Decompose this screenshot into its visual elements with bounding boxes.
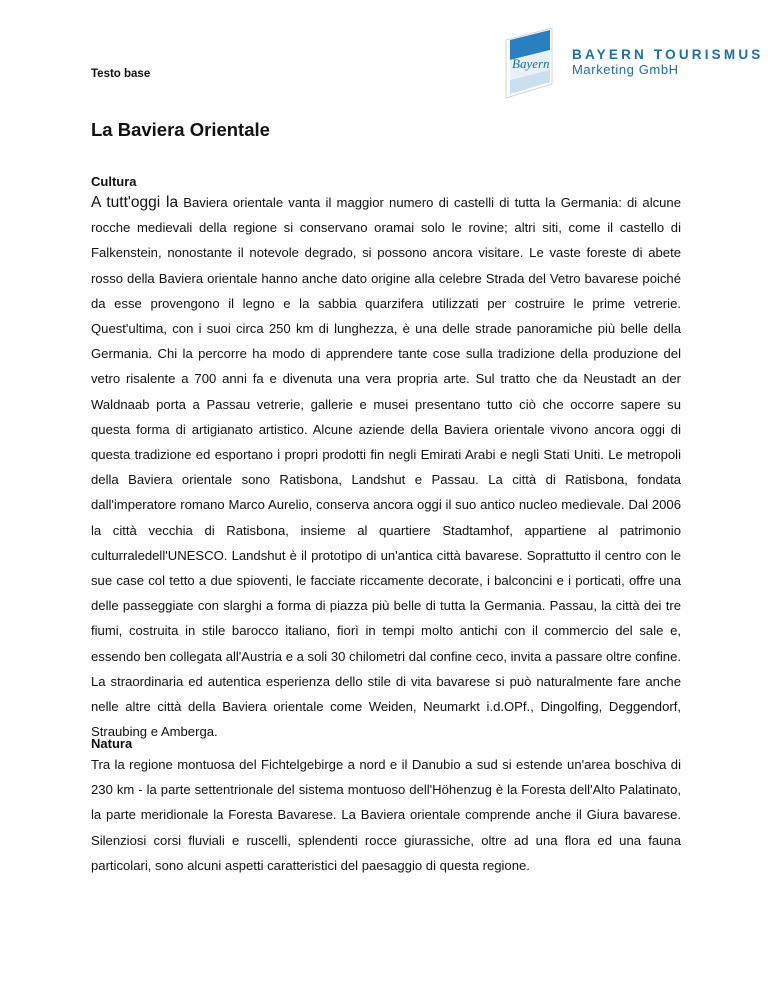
- section-body-cultura: [91, 190, 681, 744]
- section-heading-cultura: Cultura: [91, 174, 137, 189]
- section-body-natura: [91, 752, 681, 878]
- page-title: La Baviera Orientale: [91, 119, 270, 140]
- section-text: Baviera orientale vanta il maggior numero di castelli di tutta la Germania: di alcune rocche medievali della regione si conservano oramai solo le rovine; altri siti, come il castello di Falkenstein, nonostante il notevole degrado, si possono ancora visitare. Le vaste foreste di abete rosso della Baviera orientale hanno anche dato origine alla celebre Strada del Vetro bavarese poiché da esse provengono il legno e la sabbia quarzifera utilizzati per costruire le prime vetrerie. Quest'ultima, con i suoi circa 250 km di lunghezza, è una delle strade panoramiche più belle della Germania. Chi la percorre ha modo di apprendere tante cose sulla tradizione della produzione del vetro risalente a 700 anni fa e divenuta una vera propria arte. Sul tratto che da Neustadt an der Waldnaab porta a Passau vetrerie, gallerie e musei presentano tutto ciò che occorre sapere su questa forma di artigianato artistico. Alcune aziende della Baviera orientale vivono ancora oggi di questa tradizione ed esportano i propri prodotti fin negli Emirati Arabi e negli Stati Uniti. Le metropoli della Baviera orientale sono Ratisbona, Landshut e Passau. La città di Ratisbona, fondata dall'imperatore romano Marco Aurelio, conserva ancora oggi il suo antico nucleo medievale. Dal 2006 la città vecchia di Ratisbona, insieme al quartiere Stadtamhof, appartiene al patrimonio culturraledell'UNESCO. Landshut è il prototipo di un'antica città bavarese. Soprattutto il centro con le sue case col tetto a due spioventi, le facciate riccamente decorate, i balconcini e i porticati, offre una delle passeggiate con slarghi a forma di piazza più belle di tutta la Germania. Passau, la città dei tre fiumi, costruita in stile barocco italiano, fiorì in tempi molto antichi con il commercio del sale e, essendo ben collegata all'Austria e a soli 30 chilometri dal confine ceco, invita a passare oltre confine. La straordinaria ed autentica esperienza dello stile di vita bavarese si può naturalmente fare anche nelle altre città della Baviera orientale come Weiden, Neumarkt i.d.OPf., Dingolfing, Deggendorf, Straubing e Amberga.: [91, 195, 681, 740]
- logo-badge-text: Bayern: [512, 56, 550, 71]
- section-heading-natura: Natura: [91, 736, 133, 751]
- header-label: Testo base: [91, 68, 151, 80]
- section-text: Tra la regione montuosa del Fichtelgebirge a nord e il Danubio a sud si estende un'area boschiva di 230 km - la parte settentrionale del sistema montuoso dell'Höhenzug è la Foresta dell'Alto Palatinato, la parte meridionale la Foresta Bavarese. La Baviera orientale comprende anche il Giura bavarese. Silenziosi corsi fluviali e ruscelli, splendenti rocce giurassiche, oltre ad una flora ed una fauna particolari, sono alcuni aspetti caratteristici del paesaggio di questa regione.: [91, 757, 681, 873]
- section-lead: A tutt'oggi la: [91, 194, 179, 211]
- logo-subtitle: Marketing GmbH: [572, 62, 679, 77]
- bayern-logo-icon: [488, 28, 568, 103]
- logo-name: BAYERN TOURISMUS: [572, 47, 764, 62]
